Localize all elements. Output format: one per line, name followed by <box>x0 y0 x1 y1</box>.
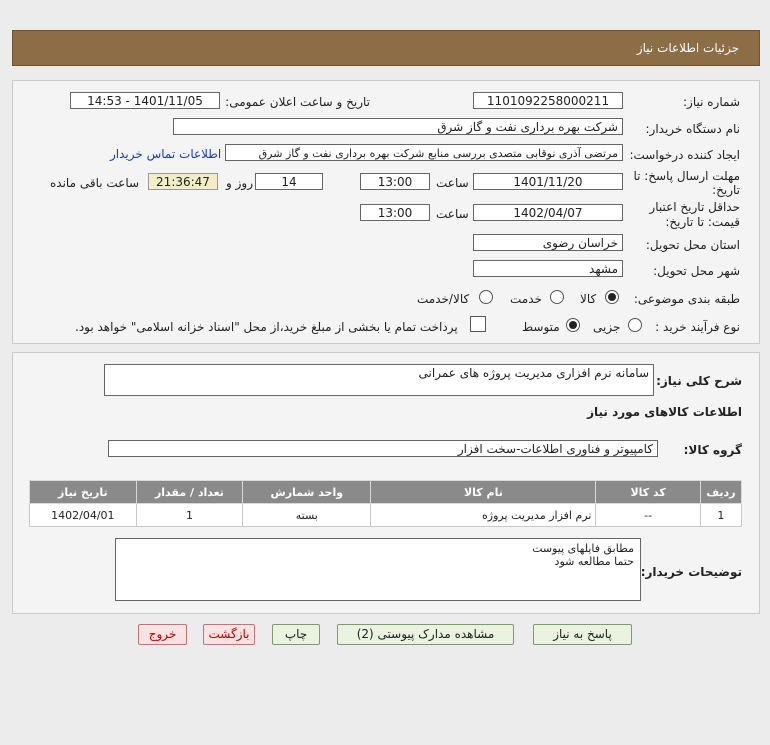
city-field: مشهد <box>473 260 623 277</box>
process-option-medium: متوسط <box>522 320 560 334</box>
reply-button[interactable]: پاسخ به نیاز <box>533 624 632 645</box>
deadline-time-label: ساعت <box>436 176 469 190</box>
table-row <box>30 504 742 527</box>
goods-group-label: گروه کالا: <box>683 443 742 457</box>
creator-label: ایجاد کننده درخواست: <box>629 148 740 162</box>
process-label: نوع فرآیند خرید : <box>655 320 740 334</box>
col-header-date: تاریخ نیاز <box>30 481 137 504</box>
validity-label: حداقل تاریخ اعتبار <box>649 200 740 214</box>
payment-note: پرداخت تمام یا بخشی از مبلغ خرید،از محل "اسناد خزانه اسلامی" خواهد بود. <box>75 320 458 334</box>
description-field: سامانه نرم افزاری مدیریت پروژه های عمرانی <box>104 364 654 396</box>
col-header-row: ردیف <box>700 481 741 504</box>
description-label: شرح کلی نیاز: <box>656 374 742 388</box>
need-number-field: 1101092258000211 <box>473 92 623 109</box>
deadline-label: مهلت ارسال پاسخ: تا <box>633 169 740 183</box>
attachments-button[interactable]: مشاهده مدارک پیوستی (2) <box>337 624 514 645</box>
province-label: استان محل تحویل: <box>645 238 740 252</box>
goods-table <box>29 480 742 527</box>
col-header-unit: واحد شمارش <box>243 481 371 504</box>
announce-field: 1401/11/05 - 14:53 <box>70 92 220 109</box>
cell-qty: 1 <box>136 504 243 527</box>
col-header-name: نام کالا <box>371 481 596 504</box>
buyer-notes-field: مطابق فایلهای پیوست حتما مطالعه شود <box>115 538 641 601</box>
buyer-notes-label: توضیحات خریدار: <box>640 565 742 579</box>
cell-date: 1402/04/01 <box>30 504 137 527</box>
buyer-org-field: شرکت بهره برداری نفت و گاز شرق <box>173 118 623 135</box>
need-number-label: شماره نیاز: <box>683 95 740 109</box>
buyer-contact-link[interactable]: اطلاعات تماس خریدار <box>110 147 222 161</box>
cell-name: نرم افزار مدیریت پروژه <box>371 504 596 527</box>
treasury-checkbox[interactable] <box>470 316 486 332</box>
days-label: روز و <box>226 176 253 190</box>
province-field: خراسان رضوی <box>473 234 623 251</box>
category-radio-goods-service[interactable] <box>479 290 493 304</box>
category-option-service: خدمت <box>510 292 542 306</box>
page-header <box>12 30 760 66</box>
cell-row: 1 <box>700 504 741 527</box>
city-label: شهر محل تحویل: <box>653 264 740 278</box>
validity-label-2: قیمت: تا تاریخ: <box>665 215 740 229</box>
announce-label: تاریخ و ساعت اعلان عمومی: <box>225 95 370 109</box>
validity-time-field: 13:00 <box>360 204 430 221</box>
days-field: 14 <box>255 173 323 190</box>
category-label: طبقه بندی موضوعی: <box>633 292 740 306</box>
back-button[interactable]: بازگشت <box>203 624 255 645</box>
category-radio-service[interactable] <box>550 290 564 304</box>
process-radio-minor[interactable] <box>628 318 642 332</box>
print-button[interactable]: چاپ <box>272 624 320 645</box>
cell-unit: بسته <box>243 504 371 527</box>
process-radio-medium[interactable] <box>566 318 580 332</box>
remaining-label: ساعت باقی مانده <box>50 176 140 190</box>
deadline-date-field: 1401/11/20 <box>473 173 623 190</box>
buyer-org-label: نام دستگاه خریدار: <box>645 122 740 136</box>
col-header-qty: تعداد / مقدار <box>136 481 243 504</box>
col-header-code: کد کالا <box>596 481 700 504</box>
deadline-time-field: 13:00 <box>360 173 430 190</box>
goods-group-field: کامپیوتر و فناوری اطلاعات-سخت افزار <box>108 440 658 457</box>
creator-field: مرتضی آذری نوقابی متصدی بررسی منابع شرکت بهره برداری نفت و گاز شرق <box>225 144 623 161</box>
page-title: جزئیات اطلاعات نیاز <box>636 41 739 55</box>
validity-time-label: ساعت <box>436 207 469 221</box>
remaining-time-field: 21:36:47 <box>148 173 218 190</box>
process-option-minor: جزیی <box>593 320 621 334</box>
deadline-label-2: تاریخ: <box>712 183 740 197</box>
exit-button[interactable]: خروج <box>138 624 187 645</box>
validity-date-field: 1402/04/07 <box>473 204 623 221</box>
category-option-goods-service: کالا/خدمت <box>417 292 470 306</box>
category-radio-goods[interactable] <box>605 290 619 304</box>
cell-code: -- <box>596 504 700 527</box>
category-option-goods: کالا <box>580 292 597 306</box>
goods-info-heading: اطلاعات کالاهای مورد نیاز <box>587 405 742 419</box>
